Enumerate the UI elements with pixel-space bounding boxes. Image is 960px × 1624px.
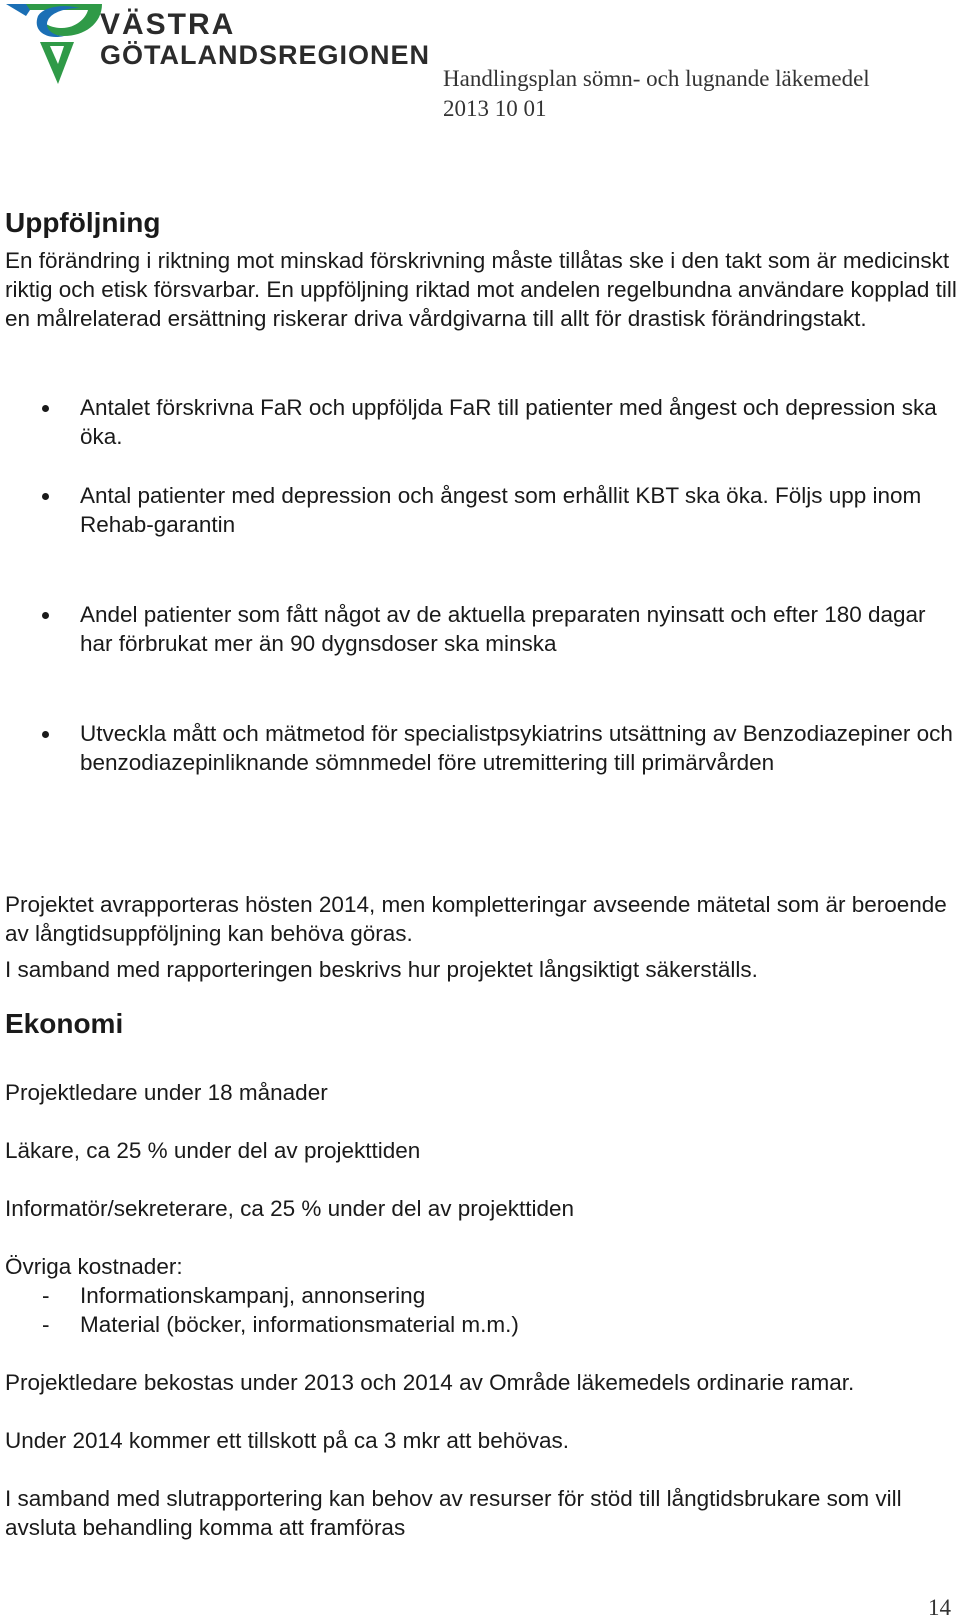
bullet-item [5,393,960,451]
economy-line: Informatör/sekreterare, ca 25 % under del av projekttiden [5,1196,575,1221]
bullet-dot-icon [42,612,49,619]
heading-followup: Uppföljning [5,207,161,238]
bullet-item [5,719,960,777]
followup-intro-paragraph: En förändring i riktning mot minskad förskrivning måste tillåtas ske i den takt som är medicinskt riktig och etisk försvarbar. En uppföljning riktad mot andelen regelbundna användare kopplad till en målrelaterad ersättning riskerar driva vårdgivarna till allt för drastisk förändringstakt. [5,248,957,331]
report-paragraph: Projektet avrapporteras hösten 2014, men kompletteringar avseende mätetal som är beroende av långtidsuppföljning kan behöva göras. [5,892,947,946]
bullet-text: Andel patienter som fått något av de aktuella preparaten nyinsatt och efter 180 dagar har förbrukat mer än 90 dygnsdoser ska minska [80,602,926,656]
bullet-dot-icon [42,493,49,500]
vgr-logo [4,2,114,90]
bullet-dot-icon [42,731,49,738]
dash-item-text: Material (böcker, informationsmaterial m.m.) [80,1312,519,1337]
heading-economy: Ekonomi [5,1008,124,1039]
economy-line: Under 2014 kommer ett tillskott på ca 3 mkr att behövas. [5,1428,570,1453]
bullet-dot-icon [42,405,49,412]
economy-line: Projektledare bekostas under 2013 och 2014 av Område läkemedels ordinarie ramar. [5,1370,855,1395]
report-paragraph: I samband med rapporteringen beskrivs hur projektet långsiktigt säkerställs. [5,957,758,982]
organization-name [100,10,430,69]
org-name-line1: VÄSTRA [100,8,236,41]
bullet-text: Antal patienter med depression och ångest som erhållit KBT ska öka. Följs upp inom Rehab-garantin [80,483,922,537]
document-date: 2013 10 01 [443,96,547,121]
dash-mark: - [42,1283,50,1308]
bullet-text: Utveckla mått och mätmetod för specialistpsykiatrins utsättning av Benzodiazepiner och benzodiazepinliknande sömnmedel före utremittering till primärvården [80,721,953,775]
bullet-item [5,600,960,658]
page-number: 14 [928,1595,951,1620]
economy-line: Övriga kostnader: [5,1254,183,1279]
bullet-item [5,481,960,539]
dash-item-text: Informationskampanj, annonsering [80,1283,426,1308]
org-name-line2: GÖTALANDSREGIONEN [100,40,431,70]
economy-line: Läkare, ca 25 % under del av projekttiden [5,1138,421,1163]
bullet-text: Antalet förskrivna FaR och uppföljda FaR till patienter med ångest och depression ska öka. [80,395,937,449]
economy-line: Projektledare under 18 månader [5,1080,328,1105]
document-title: Handlingsplan sömn- och lugnande läkemedel [443,66,870,91]
economy-line: I samband med slutrapportering kan behov av resurser för stöd till långtidsbrukare som vill avsluta behandling komma att framföras [5,1486,902,1540]
dash-mark: - [42,1312,50,1337]
